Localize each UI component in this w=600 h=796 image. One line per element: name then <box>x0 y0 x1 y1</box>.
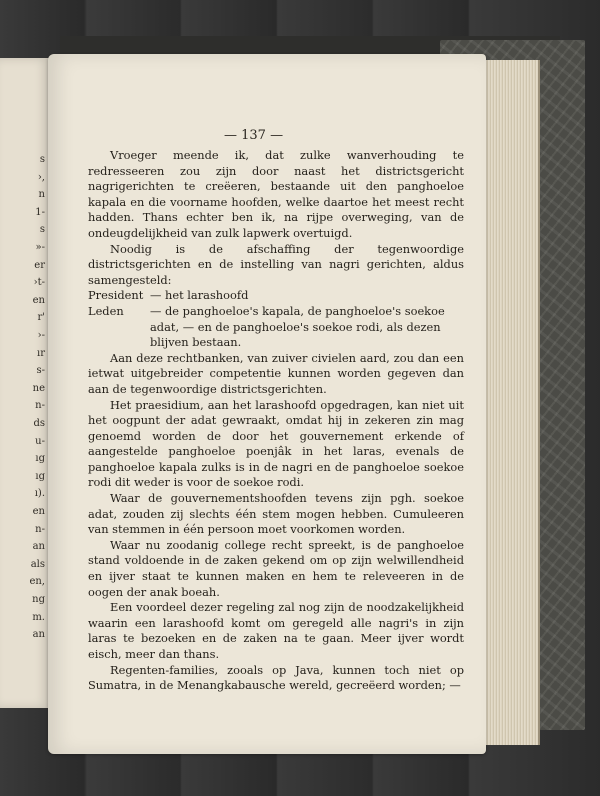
page-number: — 137 — <box>224 128 284 143</box>
left-page-fragment: r' <box>37 312 45 324</box>
paragraph-1: Vroeger meende ik, dat zulke wanverhouding te redresseeren zou zijn door naast het districtsgericht nagrigerichten te creëeren, bestaande uit den panghoeloe kapala en die voorname hoofden, welke daartoe het meest recht hadden. Thans echter ben ik, na rijpe overweging, van de ondeugdelijkheid van zulk lapwerk overtuigd. <box>88 148 464 240</box>
president-label: President <box>88 288 144 303</box>
left-page-fragment: n- <box>35 400 45 412</box>
left-page-fragment: ds <box>33 418 45 429</box>
paragraph-7: Een voordeel dezer regeling zal nog zijn de noodzakelijkheid waarin een larashoofd komt om geregeld alle nagri's in zijn laras te bezoeken en de zaken na te gaan. Meer ijver wordt eisch, meer dan thans. <box>88 600 464 661</box>
leden-label: Leden <box>88 303 124 318</box>
left-page-fragment: en <box>32 294 45 306</box>
left-page-fragment: ı). <box>34 488 45 500</box>
leden-value: — de panghoeloe's kapala, de panghoeloe's soekoe adat, — en de panghoeloe's soekoe rodi, als dezen blijven bestaan. <box>150 303 445 350</box>
page-edges <box>480 60 540 745</box>
left-page-fragment: ır <box>37 347 45 359</box>
left-page-fragment: n- <box>35 523 45 535</box>
left-page-fragment: ›- <box>37 330 45 341</box>
left-page-fragment: s <box>39 154 45 165</box>
left-page-fragment: ıg <box>35 470 45 482</box>
paragraph-3: Aan deze rechtbanken, van zuiver civielen aard, zou dan een ietwat uitgebreider competentie kunnen worden gegeven dan aan de tegenwoordige districtsgerichten. <box>88 350 464 396</box>
left-page-fragment: s <box>39 224 45 236</box>
paragraph-5: Waar de gouvernementshoofden tevens zijn pgh. soekoe adat, zouden zij slechts één stem mogen hebben. Cumuleeren van stemmen in één persoon moet voorkomen worden. <box>88 491 464 537</box>
paragraph-4: Het praesidium, aan het larashoofd opgedragen, kan niet uit het oogpunt der adat gewraakt, omdat hij in zekeren zin mag genoemd worden de door het gouvernement erkende of aangestelde panghoeloe poenjâk in het laras, evenals de panghoeloe kapala zulks is in de nagri en de panghoeloe soekoe rodi dit weder is voor de soekoe rodi. <box>88 397 464 490</box>
president-value: — het larashoofd <box>150 288 249 303</box>
paragraph-2: Noodig is de afschaffing der tegenwoordige districtsgerichten en de instelling van nagri gerichten, aldus samengesteld: <box>88 241 464 287</box>
left-page-fragment: er <box>34 259 45 271</box>
paragraph-8: Regenten-families, zooals op Java, kunnen toch niet op Sumatra, in de Menangkabausche wereld, gecreëerd worden; — <box>88 662 464 693</box>
leden-row <box>88 304 464 351</box>
left-page-fragment: als <box>30 558 45 570</box>
left-page-fragment: en, <box>29 576 45 588</box>
left-page-fragment: u- <box>35 435 45 447</box>
left-page-fragment: ne <box>32 382 45 394</box>
left-page <box>0 58 51 708</box>
left-page-fragment: »- <box>35 242 45 253</box>
left-page-fragment: n <box>38 189 45 201</box>
left-page-fragment: ›, <box>37 171 45 183</box>
left-page-fragment: s- <box>36 365 45 377</box>
left-page-fragment: an <box>32 541 45 553</box>
left-page-fragment: en <box>32 506 45 517</box>
president-row <box>88 288 464 304</box>
left-page-fragment: ›t- <box>33 277 45 289</box>
paragraph-6: Waar nu zoodanig college recht spreekt, is de panghoeloe stand voldoende in de zaken gekend om op zijn welwillendheid en ijver staat te kunnen maken en hem te releveeren in de oogen der anak boeah. <box>88 537 464 599</box>
left-page-fragment: an <box>32 629 45 641</box>
left-page-fragment: 1- <box>35 206 45 218</box>
left-page-fragment: ng <box>32 594 45 605</box>
left-page-fragment: ıg <box>35 453 45 465</box>
body-text <box>88 148 464 694</box>
left-page-fragment: m. <box>32 611 45 623</box>
